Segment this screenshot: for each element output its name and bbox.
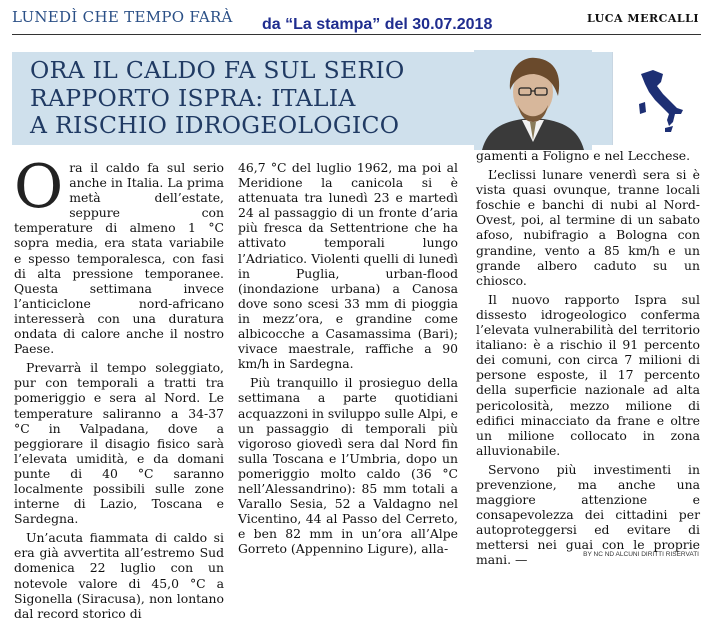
italy-map-box xyxy=(612,52,698,145)
author-name: LUCA MERCALLI xyxy=(587,12,699,25)
headline-line: ORA IL CALDO FA SUL SERIO xyxy=(30,56,405,84)
article-column-3 xyxy=(476,148,700,572)
headline-line: A RISCHIO IDROGEOLOGICO xyxy=(30,111,400,139)
paragraph: Un’acuta fiammata di caldo si era già avvertita all’estremo Sud domenica 22 luglio con un notevole valore di 45,0 °C a Sigonella (Siracusa), non lontano dal record storico di xyxy=(14,530,224,621)
headline-line: RAPPORTO ISPRA: ITALIA xyxy=(30,83,356,112)
headline xyxy=(30,57,405,140)
source-note: da “La stampa” del 30.07.2018 xyxy=(262,16,493,33)
paragraph: Il nuovo rapporto Ispra sul dissesto idrogeologico conferma l’elevata vulnerabilità del territorio italiano: è a rischio il 91 percento dei comuni, con circa 7 milioni di persone esposte, il 17 percento della superficie nazionale ad alta pericolosità, mezzo milione di edifici minacciato da frane e oltre un milione collocato in zona alluvionabile. xyxy=(476,291,700,458)
article-column-1 xyxy=(14,152,224,625)
paragraph: Servono più investimenti in prevenzione, ma anche una maggiore attenzione e consapevolezza dei cittadini per autoproteggersi ed evitare di mettersi nei guai con le proprie mani. — xyxy=(476,461,700,568)
article-column-2 xyxy=(238,160,458,560)
license-credit: BY NC ND ALCUNI DIRITTI RISERVATI xyxy=(583,551,699,558)
paragraph: L’eclissi lunare venerdì sera si è vista quasi ovunque, tranne locali foschie e banchi di nubi al Nord-Ovest, poi, al termine di un sabato afoso, nubifragio a Bologna con grandine, vento a 85 km/h e un grande albero caduto su un chiosco. xyxy=(476,167,700,288)
paragraph: gamenti a Foligno e nel Lecchese. xyxy=(476,148,691,163)
author-photo xyxy=(474,50,592,150)
top-rule xyxy=(12,34,701,35)
paragraph: 46,7 °C del luglio 1962, ma poi al Meridione la canicola si è attenuata tra lunedì 23 e martedì 24 al passaggio di un fronte d’aria più fresca da Settentrione che ha attivato temporali lungo l’Adriatico. Violenti quelli di lunedì in Puglia, urban-flood (inondazione urbana) a Canosa dove sono scesi 33 mm di pioggia in mezz’ora, e grandine come albicocche a Casamassima (Bari); vivace maestrale, raffiche a 90 km/h in Sardegna. xyxy=(238,160,458,372)
drop-cap: O xyxy=(14,152,64,222)
paragraph: Prevarrà il tempo soleggiato, pur con temporali a tratti tra pomeriggio e sera al Nord. Le temperature saliranno a 34-37 °C in Valpadana, dove a peggiorare il disagio fisico sarà l’elevata umidità, e da domani punte di 40 °C saranno localmente possibili sulle zone interne di Lazio, Toscana e Sardegna. xyxy=(14,360,224,527)
italy-map-icon xyxy=(613,52,698,145)
paragraph: Più tranquillo il prosieguo della settimana a parte quotidiani acquazzoni in sviluppo sulle Alpi, e un passaggio di temporali più vigoroso giovedì sera dal Nord fin sulla Toscana e l’Umbria, dopo un pomeriggio molto caldo (36 °C nell’Alessandrino): 85 mm totali a Varallo Sesia, 52 a Valdagno nel Vicentino, 44 al Passo del Cerreto, e ben 82 mm in un’ora all’Alpe Gorreto (Appennino Ligure), alla- xyxy=(238,375,458,557)
paragraph-text: ra il caldo fa sul serio anche in Italia. La prima metà dell’estate, seppure con temperature di almeno 1 °C sopra media, era stata variabile e spesso temporalesca, con fasi di alta pressione temporanee. Questa settimana invece l’anticiclone nord-africano interesserà con una duratura ondata di calore anche il nostro Paese. xyxy=(14,160,224,357)
rubric: LUNEDÌ CHE TEMPO FARÀ xyxy=(12,8,233,26)
paragraph xyxy=(14,152,224,357)
headline-banner xyxy=(12,52,698,145)
